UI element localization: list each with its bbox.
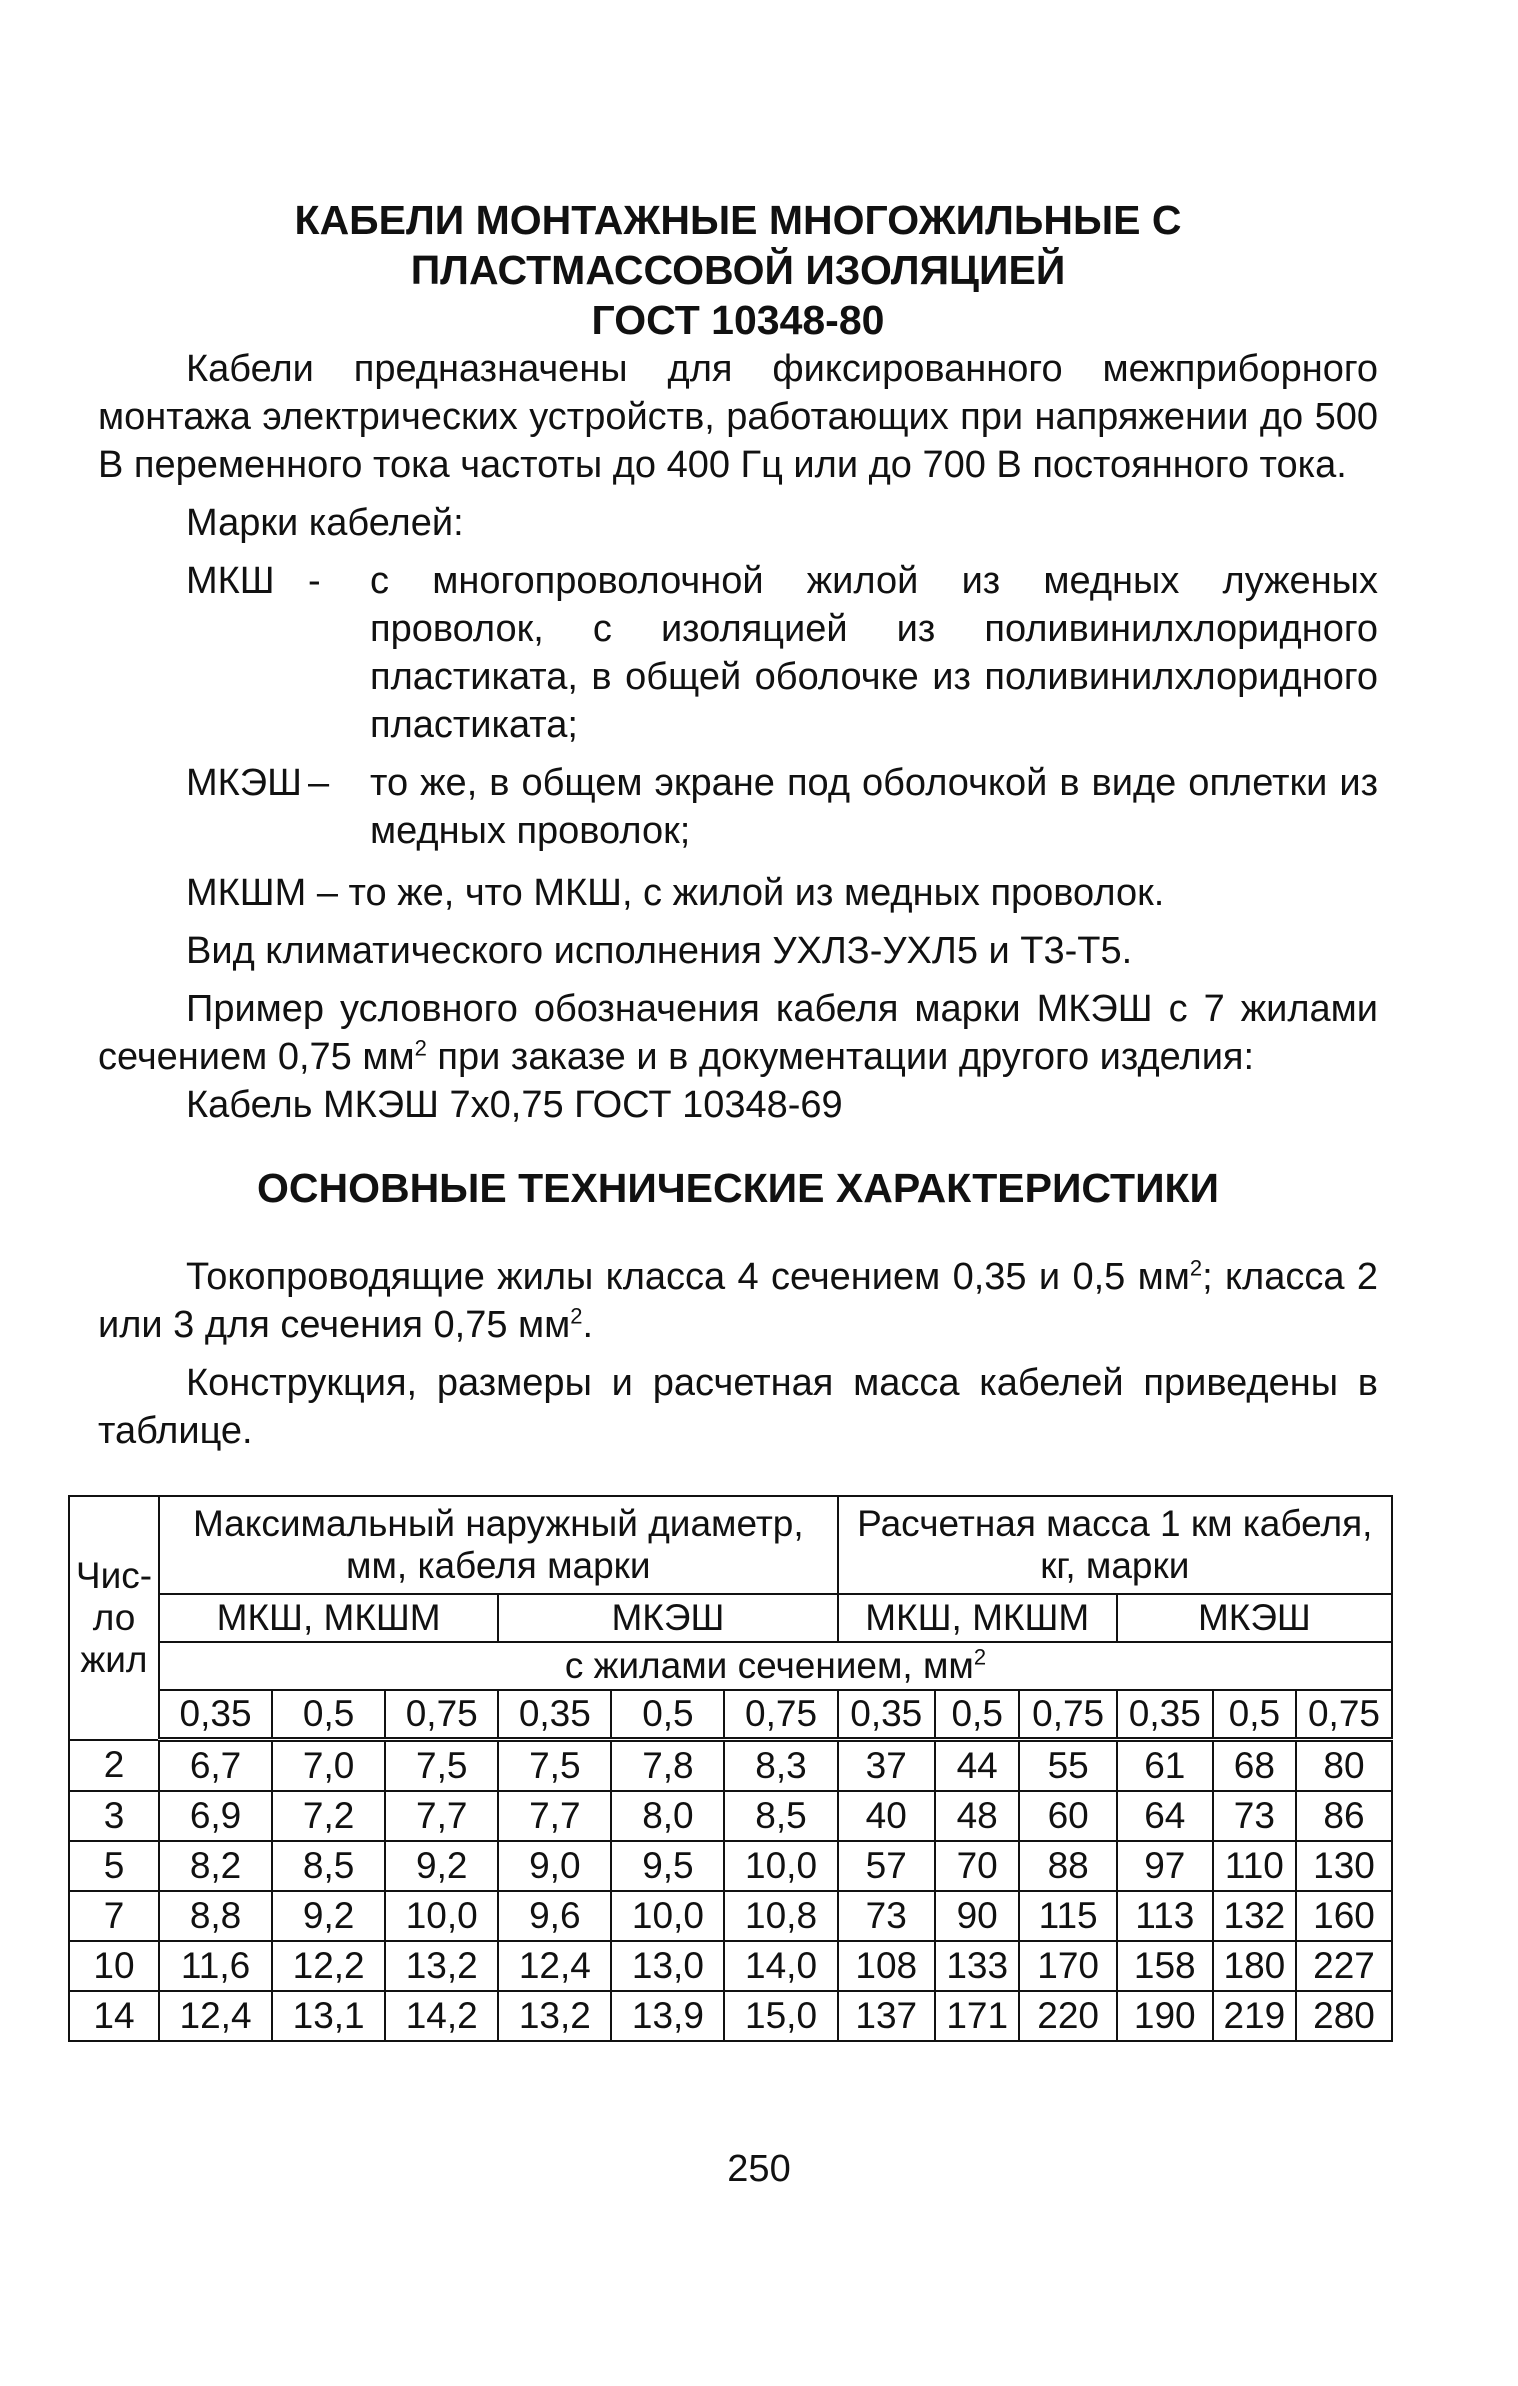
value-cell: 73	[838, 1891, 935, 1941]
value-cell: 9,6	[498, 1891, 611, 1941]
core-count-cell: 14	[69, 1991, 159, 2041]
core-count-cell: 5	[69, 1841, 159, 1891]
size-cell: 0,75	[1296, 1690, 1392, 1740]
value-cell: 88	[1019, 1841, 1116, 1891]
header-core-count: Чис-ло жил	[69, 1496, 159, 1740]
example-designation: Кабель МКЭШ 7х0,75 ГОСТ 10348-69	[186, 1084, 843, 1126]
core-count-cell: 10	[69, 1941, 159, 1991]
value-cell: 13,9	[611, 1991, 724, 2041]
conductors-paragraph: Токопроводящие жилы класса 4 сечением 0,35 и 0,5 $мм^2$; класса 2 или 3 для сечения 0,75 $мм^2$.	[98, 1255, 1378, 1346]
core-count-cell: 3	[69, 1791, 159, 1841]
value-cell: 9,2	[272, 1891, 385, 1941]
value-cell: 133	[935, 1941, 1020, 1991]
core-count-cell: 2	[69, 1740, 159, 1792]
table-row	[69, 1941, 1392, 1991]
value-cell: 12,2	[272, 1941, 385, 1991]
value-cell: 70	[935, 1841, 1020, 1891]
value-cell: 86	[1296, 1791, 1392, 1841]
table-body	[69, 1740, 1392, 2042]
table-row	[69, 1991, 1392, 2041]
construction-paragraph: Конструкция, размеры и расчетная масса кабелей приведены в таблице.	[98, 1362, 1378, 1452]
value-cell: 10,8	[724, 1891, 837, 1941]
value-cell: 160	[1296, 1891, 1392, 1941]
header-mass: Расчетная масса 1 км кабеля, кг, марки	[838, 1496, 1392, 1594]
table-row	[69, 1791, 1392, 1841]
value-cell: 7,2	[272, 1791, 385, 1841]
size-cell: 0,35	[498, 1690, 611, 1740]
size-cell: 0,5	[1213, 1690, 1296, 1740]
brand-dash: –	[308, 762, 330, 804]
value-cell: 8,0	[611, 1791, 724, 1841]
page-number: 250	[727, 2148, 791, 2190]
header-brand-mkesh-mass: МКЭШ	[1117, 1594, 1392, 1642]
table-row	[69, 1740, 1392, 1792]
brand-mksh	[98, 557, 1378, 749]
header-cross-section: с жилами сечением, $мм^2$	[159, 1642, 1392, 1690]
value-cell: 37	[838, 1740, 935, 1792]
value-cell: 14,0	[724, 1941, 837, 1991]
value-cell: 55	[1019, 1740, 1116, 1792]
value-cell: 40	[838, 1791, 935, 1841]
intro-paragraph: Кабели предназначены для фиксированного межприборного монтажа электрических устройств, работающих при напряжении до 500 В переменного тока частоты до 400 Гц или до 700 В постоянного тока.	[98, 348, 1378, 486]
size-cell: 0,35	[838, 1690, 935, 1740]
value-cell: 90	[935, 1891, 1020, 1941]
brand-description: с многопроволочной жилой из медных луженых проволок, с изоляцией из поливинилхлоридного пластиката, в общей оболочке из поливинилхлоридного пластиката;	[370, 560, 1378, 746]
header-brand-mkesh: МКЭШ	[498, 1594, 837, 1642]
value-cell: 6,9	[159, 1791, 272, 1841]
value-cell: 158	[1117, 1941, 1213, 1991]
value-cell: 10,0	[611, 1891, 724, 1941]
value-cell: 227	[1296, 1941, 1392, 1991]
value-cell: 8,5	[272, 1841, 385, 1891]
value-cell: 137	[838, 1991, 935, 2041]
value-cell: 7,5	[385, 1740, 498, 1792]
core-count-cell: 7	[69, 1891, 159, 1941]
value-cell: 13,1	[272, 1991, 385, 2041]
value-cell: 13,0	[611, 1941, 724, 1991]
value-cell: 68	[1213, 1740, 1296, 1792]
value-cell: 64	[1117, 1791, 1213, 1841]
value-cell: 13,2	[385, 1941, 498, 1991]
value-cell: 11,6	[159, 1941, 272, 1991]
title-line-1: КАБЕЛИ МОНТАЖНЫЕ МНОГОЖИЛЬНЫЕ С	[294, 197, 1182, 243]
value-cell: 219	[1213, 1991, 1296, 2041]
table-row	[69, 1891, 1392, 1941]
size-cell: 0,35	[159, 1690, 272, 1740]
size-cell: 0,5	[611, 1690, 724, 1740]
size-cell: 0,75	[724, 1690, 837, 1740]
header-diameter: Максимальный наружный диаметр, мм, кабеля марки	[159, 1496, 838, 1594]
brand-mkshm: МКШМ – то же, что МКШ, с жилой из медных проволок.	[186, 872, 1165, 914]
value-cell: 73	[1213, 1791, 1296, 1841]
value-cell: 44	[935, 1740, 1020, 1792]
brand-description: то же, в общем экране под оболочкой в виде оплетки из медных проволок;	[370, 762, 1378, 852]
value-cell: 7,8	[611, 1740, 724, 1792]
value-cell: 8,3	[724, 1740, 837, 1792]
size-cell: 0,5	[272, 1690, 385, 1740]
value-cell: 7,7	[385, 1791, 498, 1841]
value-cell: 97	[1117, 1841, 1213, 1891]
value-cell: 8,5	[724, 1791, 837, 1841]
value-cell: 7,5	[498, 1740, 611, 1792]
brand-term: МКШ	[186, 560, 275, 602]
value-cell: 132	[1213, 1891, 1296, 1941]
value-cell: 190	[1117, 1991, 1213, 2041]
value-cell: 10,0	[724, 1841, 837, 1891]
example-intro-paragraph: Пример условного обозначения кабеля марки МКЭШ с 7 жилами сечением 0,75 $мм^2$ при заказе и в документации другого изделия:	[98, 988, 1378, 1078]
header-brand-mksh: МКШ, МКШМ	[159, 1594, 498, 1642]
value-cell: 12,4	[159, 1991, 272, 2041]
value-cell: 9,2	[385, 1841, 498, 1891]
document-page	[98, 195, 1378, 1455]
title-line-2: ПЛАСТМАССОВОЙ ИЗОЛЯЦИЕЙ	[410, 247, 1066, 293]
brand-mkesh	[98, 759, 1378, 855]
title-line-3: ГОСТ 10348-80	[591, 297, 885, 343]
value-cell: 130	[1296, 1841, 1392, 1891]
value-cell: 48	[935, 1791, 1020, 1841]
brands-heading: Марки кабелей:	[186, 502, 464, 544]
value-cell: 108	[838, 1941, 935, 1991]
value-cell: 60	[1019, 1791, 1116, 1841]
value-cell: 170	[1019, 1941, 1116, 1991]
value-cell: 57	[838, 1841, 935, 1891]
value-cell: 13,2	[498, 1991, 611, 2041]
header-brand-mksh-mass: МКШ, МКШМ	[838, 1594, 1117, 1642]
value-cell: 171	[935, 1991, 1020, 2041]
cable-spec-table	[68, 1495, 1393, 2042]
climate-paragraph: Вид климатического исполнения УХЛЗ-УХЛ5 и Т3-Т5.	[186, 930, 1133, 972]
value-cell: 6,7	[159, 1740, 272, 1792]
value-cell: 7,0	[272, 1740, 385, 1792]
value-cell: 113	[1117, 1891, 1213, 1941]
value-cell: 15,0	[724, 1991, 837, 2041]
value-cell: 9,0	[498, 1841, 611, 1891]
size-cell: 0,35	[1117, 1690, 1213, 1740]
value-cell: 110	[1213, 1841, 1296, 1891]
value-cell: 8,2	[159, 1841, 272, 1891]
value-cell: 14,2	[385, 1991, 498, 2041]
value-cell: 220	[1019, 1991, 1116, 2041]
size-row	[69, 1690, 1392, 1740]
value-cell: 61	[1117, 1740, 1213, 1792]
value-cell: 7,7	[498, 1791, 611, 1841]
size-cell: 0,75	[385, 1690, 498, 1740]
value-cell: 12,4	[498, 1941, 611, 1991]
size-cell: 0,5	[935, 1690, 1020, 1740]
section-title: ОСНОВНЫЕ ТЕХНИЧЕСКИЕ ХАРАКТЕРИСТИКИ	[256, 1165, 1220, 1211]
value-cell: 9,5	[611, 1841, 724, 1891]
table-row	[69, 1841, 1392, 1891]
value-cell: 280	[1296, 1991, 1392, 2041]
brand-dash: -	[308, 560, 321, 602]
brand-term: МКЭШ	[186, 762, 302, 804]
size-cell: 0,75	[1019, 1690, 1116, 1740]
value-cell: 80	[1296, 1740, 1392, 1792]
value-cell: 10,0	[385, 1891, 498, 1941]
value-cell: 115	[1019, 1891, 1116, 1941]
value-cell: 8,8	[159, 1891, 272, 1941]
value-cell: 180	[1213, 1941, 1296, 1991]
